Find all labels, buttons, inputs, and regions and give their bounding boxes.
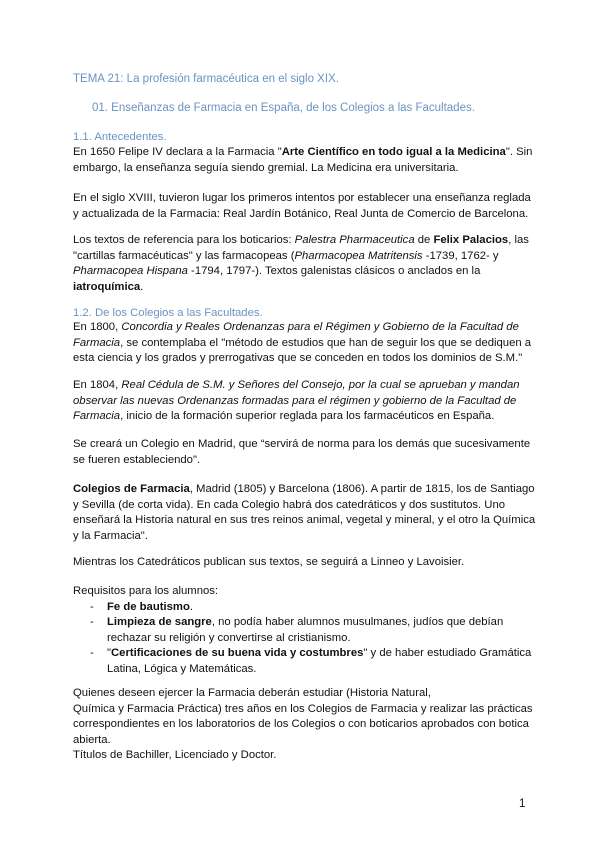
list-item: - "Certificaciones de su buena vida y costumbres" y de haber estudiado Gramática Latina, Lógica y Matemáticas. [90, 647, 532, 675]
requisitos-intro: Requisitos para los alumnos: [73, 585, 219, 597]
page-title: TEMA 21: La profesión farmacéutica en el siglo XIX. [73, 73, 339, 85]
list-item: - Limpieza de sangre, no podía haber alumnos musulmanes, judíos que debían rechazar su religión y convertirse al cristianismo. [90, 616, 504, 644]
paragraph-felipe-iv: En 1650 Felipe IV declara a la Farmacia "Arte Científico en todo igual a la Medicina". Sin embargo, la enseñanza seguía siendo gremial. La Medicina era universitaria. [73, 146, 533, 174]
bullet-dash: - [90, 616, 94, 628]
requisitos-list [73, 600, 533, 678]
paragraph-1804: En 1804, Real Cédula de S.M. y Señores del Consejo, por la cual se aprueban y mandan observar las nuevas Ordenanzas formadas para el régimen y gobierno de la Facultad de Farmacia, inicio de la formación superior reglada para los farmacéuticos en España. [73, 379, 520, 422]
bullet-dash: - [90, 600, 94, 613]
section-heading-colegios: 1.2. De los Colegios a las Facultades. [73, 307, 263, 319]
section-subtitle: 01. Enseñanzas de Farmacia en España, de los Colegios a las Facultades. [92, 102, 475, 114]
bullet-dash: - [90, 647, 94, 659]
paragraph-siglo-xviii: En el siglo XVIII, tuvieron lugar los primeros intentos por establecer una enseñanza reglada y actualizada de la Farmacia: Real Jardín Botánico, Real Junta de Comercio de Barcelona. [73, 192, 531, 220]
list-item: - Fe de bautismo. [73, 600, 533, 616]
page-number: 1 [519, 798, 526, 810]
paragraph-colegio-madrid: Se creará un Colegio en Madrid, que “servirá de norma para los demás que sucesivamente se fueren estableciendo". [73, 438, 531, 466]
paragraph-1800: En 1800, Concordia y Reales Ordenanzas para el Régimen y Gobierno de la Facultad de Farmacia, se contemplaba el "método de estudios que han de seguir los que se dediquen a esta ciencia y los grados y prerrogativas que se conceden en todos los dominios de S.M." [73, 321, 532, 364]
requisitos-section [73, 584, 533, 677]
paragraph-ejercer-farmacia: Quienes deseen ejercer la Farmacia deberán estudiar (Historia Natural, Química y Farmacia Práctica) tres años en los Colegios de Farmacia y realizar las prácticas correspondientes en los laboratorios de los Colegios o con boticarios aprobados con botica abierta. Títulos de Bachiller, Licenciado y Doctor. [73, 687, 533, 761]
section-heading-antecedentes: 1.1. Antecedentes. [73, 131, 167, 143]
paragraph-colegios-farmacia: Colegios de Farmacia, Madrid (1805) y Barcelona (1806). A partir de 1815, los de Santiago y Sevilla (de corta vida). En cada Colegio habrá dos catedráticos y dos sustitutos. Uno enseñará la Historia natural en sus tres reinos animal, vegetal y mineral, y el otro la Química y la Farmacia". [73, 483, 536, 542]
paragraph-linneo-lavoisier: Mientras los Catedráticos publican sus textos, se seguirá a Linneo y Lavoisier. [73, 556, 465, 568]
paragraph-textos-referencia: Los textos de referencia para los boticarios: Palestra Pharmaceutica de Felix Palacios, las "cartillas farmacéuticas" y las farmacopeas (Pharmacopea Matritensis -1739, 1762- y Pharmacopea Hispana -1794, 1797-). Textos galenistas clásicos o anclados en la iatroquímica. [73, 234, 529, 293]
